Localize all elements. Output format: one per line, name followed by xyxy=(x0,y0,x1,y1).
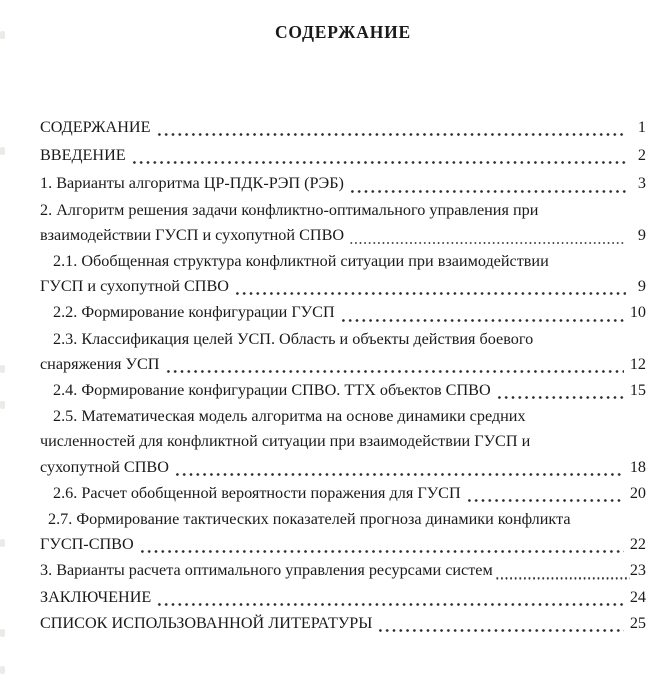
dot-leader xyxy=(340,319,624,322)
toc-entry-text: СПИСОК ИСПОЛЬЗОВАННОЙ ЛИТЕРАТУРЫ xyxy=(40,613,373,632)
toc-entry-line: 2.3. Классификация целей УСП. Область и объекты действия боевого xyxy=(53,329,534,348)
dot-leader xyxy=(349,242,626,244)
toc-entry-line: 2.1. Обобщенная структура конфликтной ситуации при взаимодействии xyxy=(53,252,549,271)
toc-entry-last-line xyxy=(40,532,646,557)
toc-entry-last-line xyxy=(40,171,646,196)
toc-entry[interactable] xyxy=(40,611,646,636)
toc-entry-text: ГУСП-СПВО xyxy=(40,535,134,554)
page-title: СОДЕРЖАНИЕ xyxy=(274,22,411,42)
toc-page-number: 1 xyxy=(637,118,646,136)
toc-entry-last-line xyxy=(40,115,646,140)
toc-page-number: 15 xyxy=(629,381,646,400)
toc-page-number: 10 xyxy=(629,303,646,322)
toc-entry[interactable] xyxy=(40,585,646,610)
toc-entry-text: ВВЕДЕНИЕ xyxy=(40,146,126,165)
toc-page-number: 24 xyxy=(629,587,646,606)
toc-page-number: 3 xyxy=(637,174,646,193)
toc-entry-last-line xyxy=(40,611,646,636)
toc-entry-text: сухопутной СПВО xyxy=(40,457,169,476)
toc-page-number: 12 xyxy=(629,354,646,373)
toc-entry[interactable] xyxy=(40,115,646,140)
toc-entry[interactable] xyxy=(40,507,646,557)
toc-page-number: 9 xyxy=(637,277,646,296)
scan-artifact xyxy=(0,666,5,674)
toc-entry-text: ГУСП и сухопутной СПВО xyxy=(40,277,229,296)
toc-entry-last-line xyxy=(40,455,646,480)
toc-entry-text: 3. Варианты расчета оптимального управления ресурсами систем xyxy=(40,561,493,580)
toc-entry[interactable] xyxy=(40,300,646,325)
toc-entry[interactable] xyxy=(40,481,646,506)
document-page xyxy=(0,21,666,636)
dot-leader xyxy=(349,190,626,193)
toc-entry-last-line xyxy=(40,378,646,403)
toc-entry-text: 1. Варианты алгоритма ЦР-ПДК-РЭП (РЭБ) xyxy=(40,174,344,193)
dot-leader xyxy=(131,161,626,164)
toc-entry[interactable] xyxy=(40,558,646,583)
dot-leader xyxy=(156,603,624,606)
toc-entry-wrapped-lines xyxy=(40,249,646,274)
toc-page-number: 18 xyxy=(629,457,646,476)
scan-artifact xyxy=(0,401,5,409)
toc-entry[interactable] xyxy=(40,327,646,377)
toc-entry[interactable] xyxy=(40,198,646,248)
dot-leader xyxy=(466,499,624,502)
dot-leader xyxy=(377,629,623,632)
toc-entry-text: взаимодействии ГУСП и сухопутной СПВО xyxy=(40,225,345,244)
toc-entry-line: 2. Алгоритм решения задачи конфликтно-оптимального управления при xyxy=(40,200,539,219)
toc-entry-last-line xyxy=(40,585,646,610)
scan-artifact xyxy=(0,147,5,155)
dot-leader xyxy=(234,292,626,295)
toc-entry-last-line xyxy=(40,223,646,248)
toc-entry-last-line xyxy=(40,481,646,506)
scan-artifact xyxy=(0,539,5,547)
scan-artifact xyxy=(0,365,5,373)
toc-page-number: 20 xyxy=(629,483,646,502)
toc-page-number: 23 xyxy=(629,561,646,580)
toc-entry-text: СОДЕРЖАНИЕ xyxy=(40,118,151,136)
dot-leader xyxy=(496,396,624,399)
toc-page-number: 2 xyxy=(637,146,646,165)
dot-leader xyxy=(495,577,630,579)
toc-entry[interactable] xyxy=(40,249,646,299)
toc-entry-last-line xyxy=(40,300,646,325)
toc-entry-text: 2.6. Расчет обобщенной вероятности поражения для ГУСП xyxy=(53,483,461,502)
toc-entry-last-line xyxy=(40,143,646,168)
toc-entry[interactable] xyxy=(40,378,646,403)
toc-entry-text: 2.4. Формирование конфигурации СПВО. ТТХ объектов СПВО xyxy=(53,381,491,400)
toc-entry[interactable] xyxy=(40,171,646,196)
toc-page-number: 25 xyxy=(629,613,646,632)
toc-page-number: 9 xyxy=(637,225,646,244)
toc-entry-last-line xyxy=(40,274,646,299)
dot-leader xyxy=(139,550,624,553)
toc-entry-line: численностей для конфликтной ситуации при взаимодействии ГУСП и xyxy=(40,432,531,451)
toc-entry-wrapped-lines xyxy=(40,507,646,532)
table-of-contents xyxy=(40,115,646,636)
toc-entry-wrapped-lines xyxy=(40,404,646,454)
scan-artifact xyxy=(0,629,5,637)
toc-entry-line: 2.5. Математическая модель алгоритма на основе динамики средних xyxy=(53,407,526,426)
toc-entry-text: снаряжения УСП xyxy=(40,354,160,373)
toc-entry-last-line xyxy=(40,558,646,583)
dot-leader xyxy=(165,370,624,373)
toc-entry-wrapped-lines xyxy=(40,327,646,352)
toc-entry-text: ЗАКЛЮЧЕНИЕ xyxy=(40,587,152,606)
scan-artifact xyxy=(0,31,5,39)
toc-entry-text: 2.2. Формирование конфигурации ГУСП xyxy=(53,303,335,322)
toc-entry-last-line xyxy=(40,352,646,377)
toc-entry-wrapped-lines xyxy=(40,198,646,223)
toc-entry[interactable] xyxy=(40,404,646,480)
toc-entry-line: 2.7. Формирование тактических показателей прогноза динамики конфликта xyxy=(48,510,571,529)
dot-leader xyxy=(174,473,624,476)
toc-page-number: 22 xyxy=(629,535,646,554)
toc-entry[interactable] xyxy=(40,143,646,168)
dot-leader xyxy=(156,133,626,136)
